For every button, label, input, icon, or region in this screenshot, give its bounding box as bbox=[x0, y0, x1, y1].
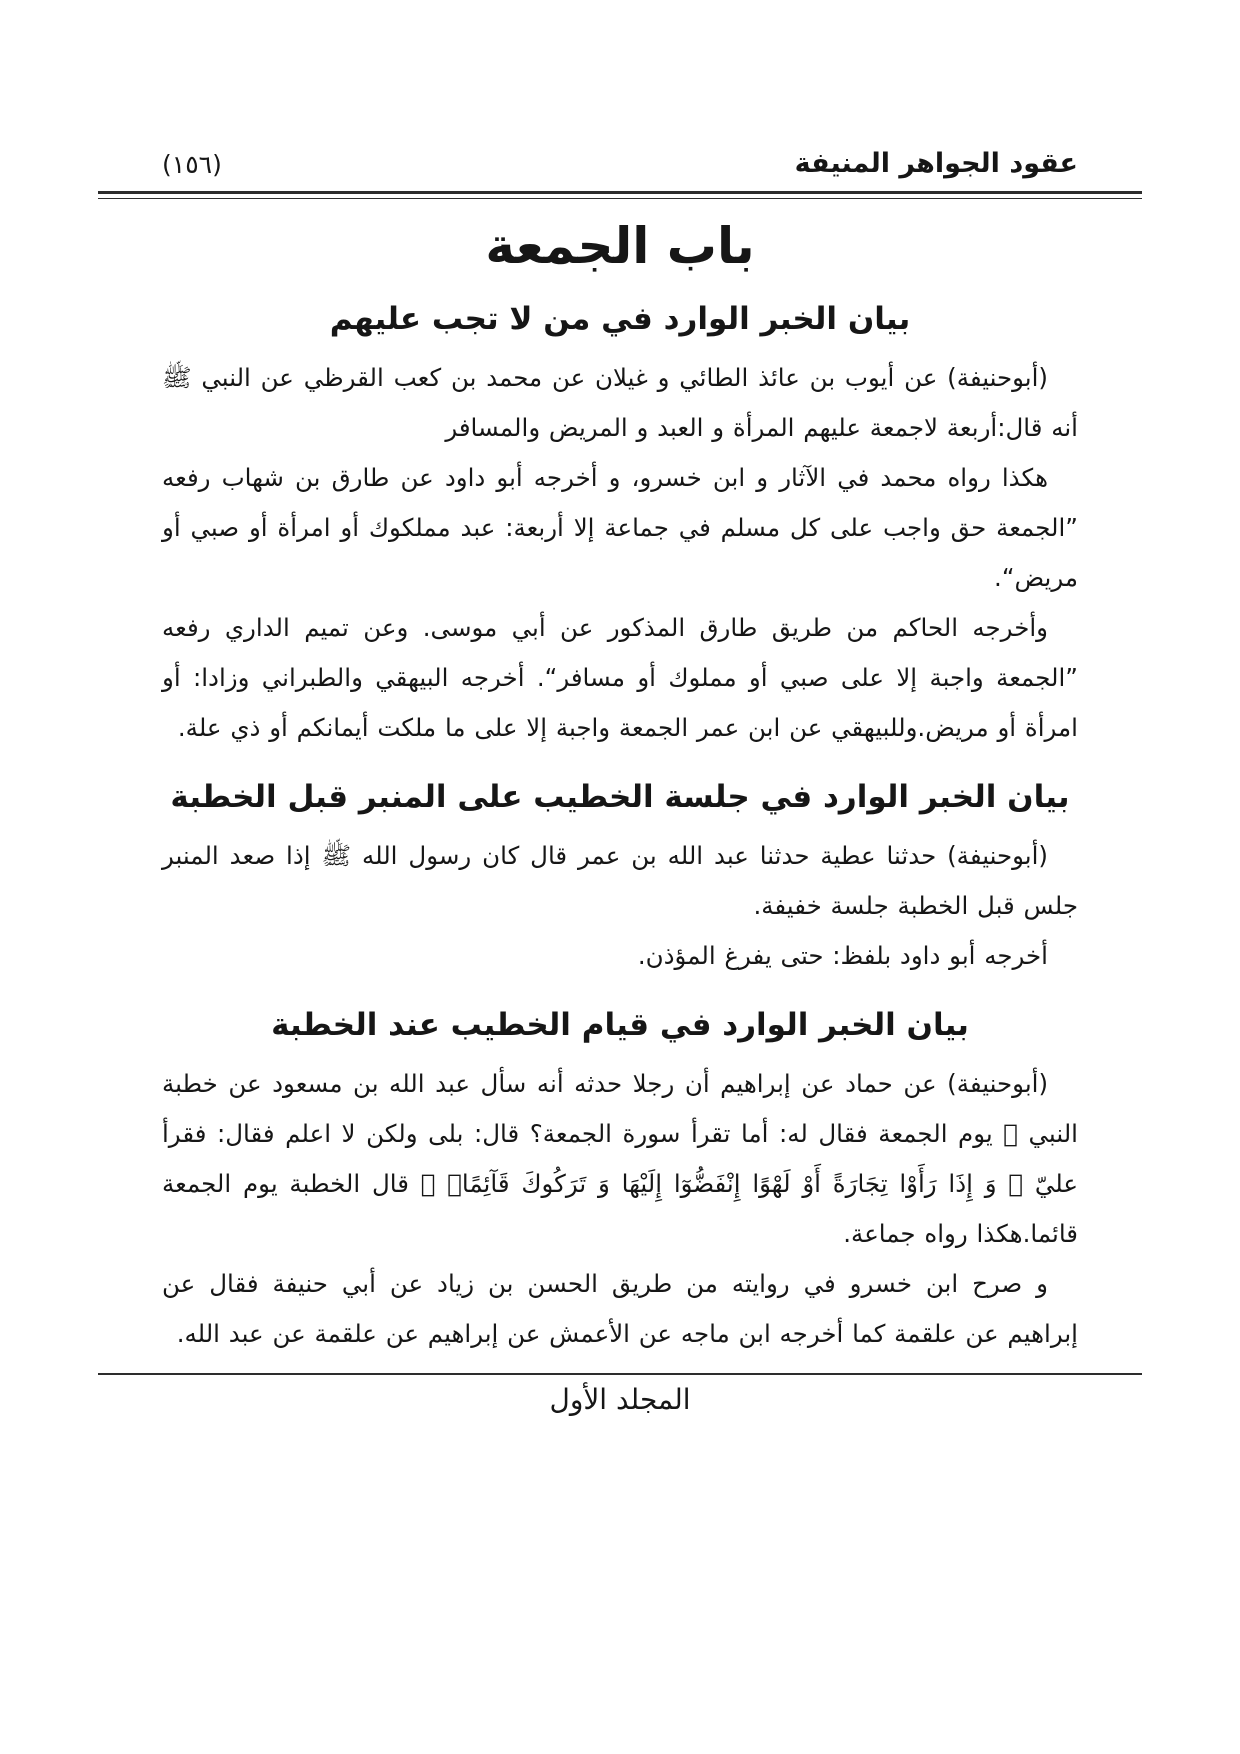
hadith-paragraph: هكذا رواه محمد في الآثار و ابن خسرو، و أخرجه أبو داود عن طارق بن شهاب رفعه ”الجمعة حق واجب على كل مسلم في جماعة إلا أربعة: عبد مملكوك أو امرأة أو صبي أو مريض“. bbox=[162, 463, 1078, 592]
hadith-paragraph: أخرجه أبو داود بلفظ: حتى يفرغ المؤذن. bbox=[637, 941, 1048, 970]
section-exemptions bbox=[162, 301, 1078, 753]
hadith-paragraph: وأخرجه الحاكم من طريق طارق المذكور عن أبي موسى. وعن تميم الداري رفعه ”الجمعة واجبة إلا على صبي أو مملوك أو مسافر“. أخرجه البيهقي والطبراني وزادا: أو امرأة أو مريض.وللبيهقي عن ابن عمر الجمعة واجبة إلا على ما ملكت أيمانكم أو ذي علة. bbox=[162, 613, 1078, 742]
page-header bbox=[162, 148, 1078, 179]
chapter-title: باب الجمعة bbox=[485, 217, 755, 275]
section-standing-during-khutbah bbox=[162, 1007, 1078, 1359]
hadith-paragraph: و صرح ابن خسرو في روايته من طريق الحسن بن زياد عن أبي حنيفة فقال عن إبراهيم عن علقمة كما أخرجه ابن ماجه عن الأعمش عن إبراهيم عن علقمة عن عبد الله. bbox=[162, 1269, 1078, 1348]
hadith-paragraph: (أبوحنيفة) عن أيوب بن عائذ الطائي و غيلان عن محمد بن كعب القرظي عن النبي ﷺ أنه قال:أربعة لاجمعة عليهم المرأة و العبد و المريض والمسافر bbox=[162, 363, 1078, 442]
section-sitting-before-khutbah bbox=[162, 779, 1078, 981]
page-number: (١٥٦) bbox=[162, 150, 222, 179]
header-rule bbox=[98, 191, 1142, 199]
book-title: عقود الجواهر المنيفة bbox=[794, 148, 1078, 179]
hadith-paragraph: (أبوحنيفة) حدثنا عطية حدثنا عبد الله بن عمر قال كان رسول الله ﷺ إذا صعد المنبر جلس قبل الخطبة جلسة خفيفة. bbox=[162, 841, 1078, 920]
page-footer bbox=[98, 1373, 1142, 1416]
footer-rule bbox=[98, 1373, 1142, 1375]
section-heading-standing: بيان الخبر الوارد في قيام الخطيب عند الخطبة bbox=[271, 1007, 969, 1043]
volume-label: المجلد الأول bbox=[549, 1383, 691, 1416]
page-content bbox=[162, 217, 1078, 1359]
section-heading-exemptions: بيان الخبر الوارد في من لا تجب عليهم bbox=[329, 301, 911, 337]
hadith-paragraph: (أبوحنيفة) عن حماد عن إبراهيم أن رجلا حدثه أنه سأل عبد الله بن مسعود عن خطبة النبي ﷺ يوم الجمعة فقال له: أما تقرأ سورة الجمعة؟ قال: بلى ولكن لا اعلم فقال: فقرأ عليّ ﴿ وَ إِذَا رَأَوْا تِجَارَةً أَوْ لَهْوًا إِنْفَضُّوٓا إِلَيْهَا وَ تَرَكُوكَ قَآئِمًاۤ ﴾ قال الخطبة يوم الجمعة قائما.هكذا رواه جماعة. bbox=[162, 1069, 1078, 1248]
section-heading-sitting: بيان الخبر الوارد في جلسة الخطيب على المنبر قبل الخطبة bbox=[170, 779, 1070, 815]
